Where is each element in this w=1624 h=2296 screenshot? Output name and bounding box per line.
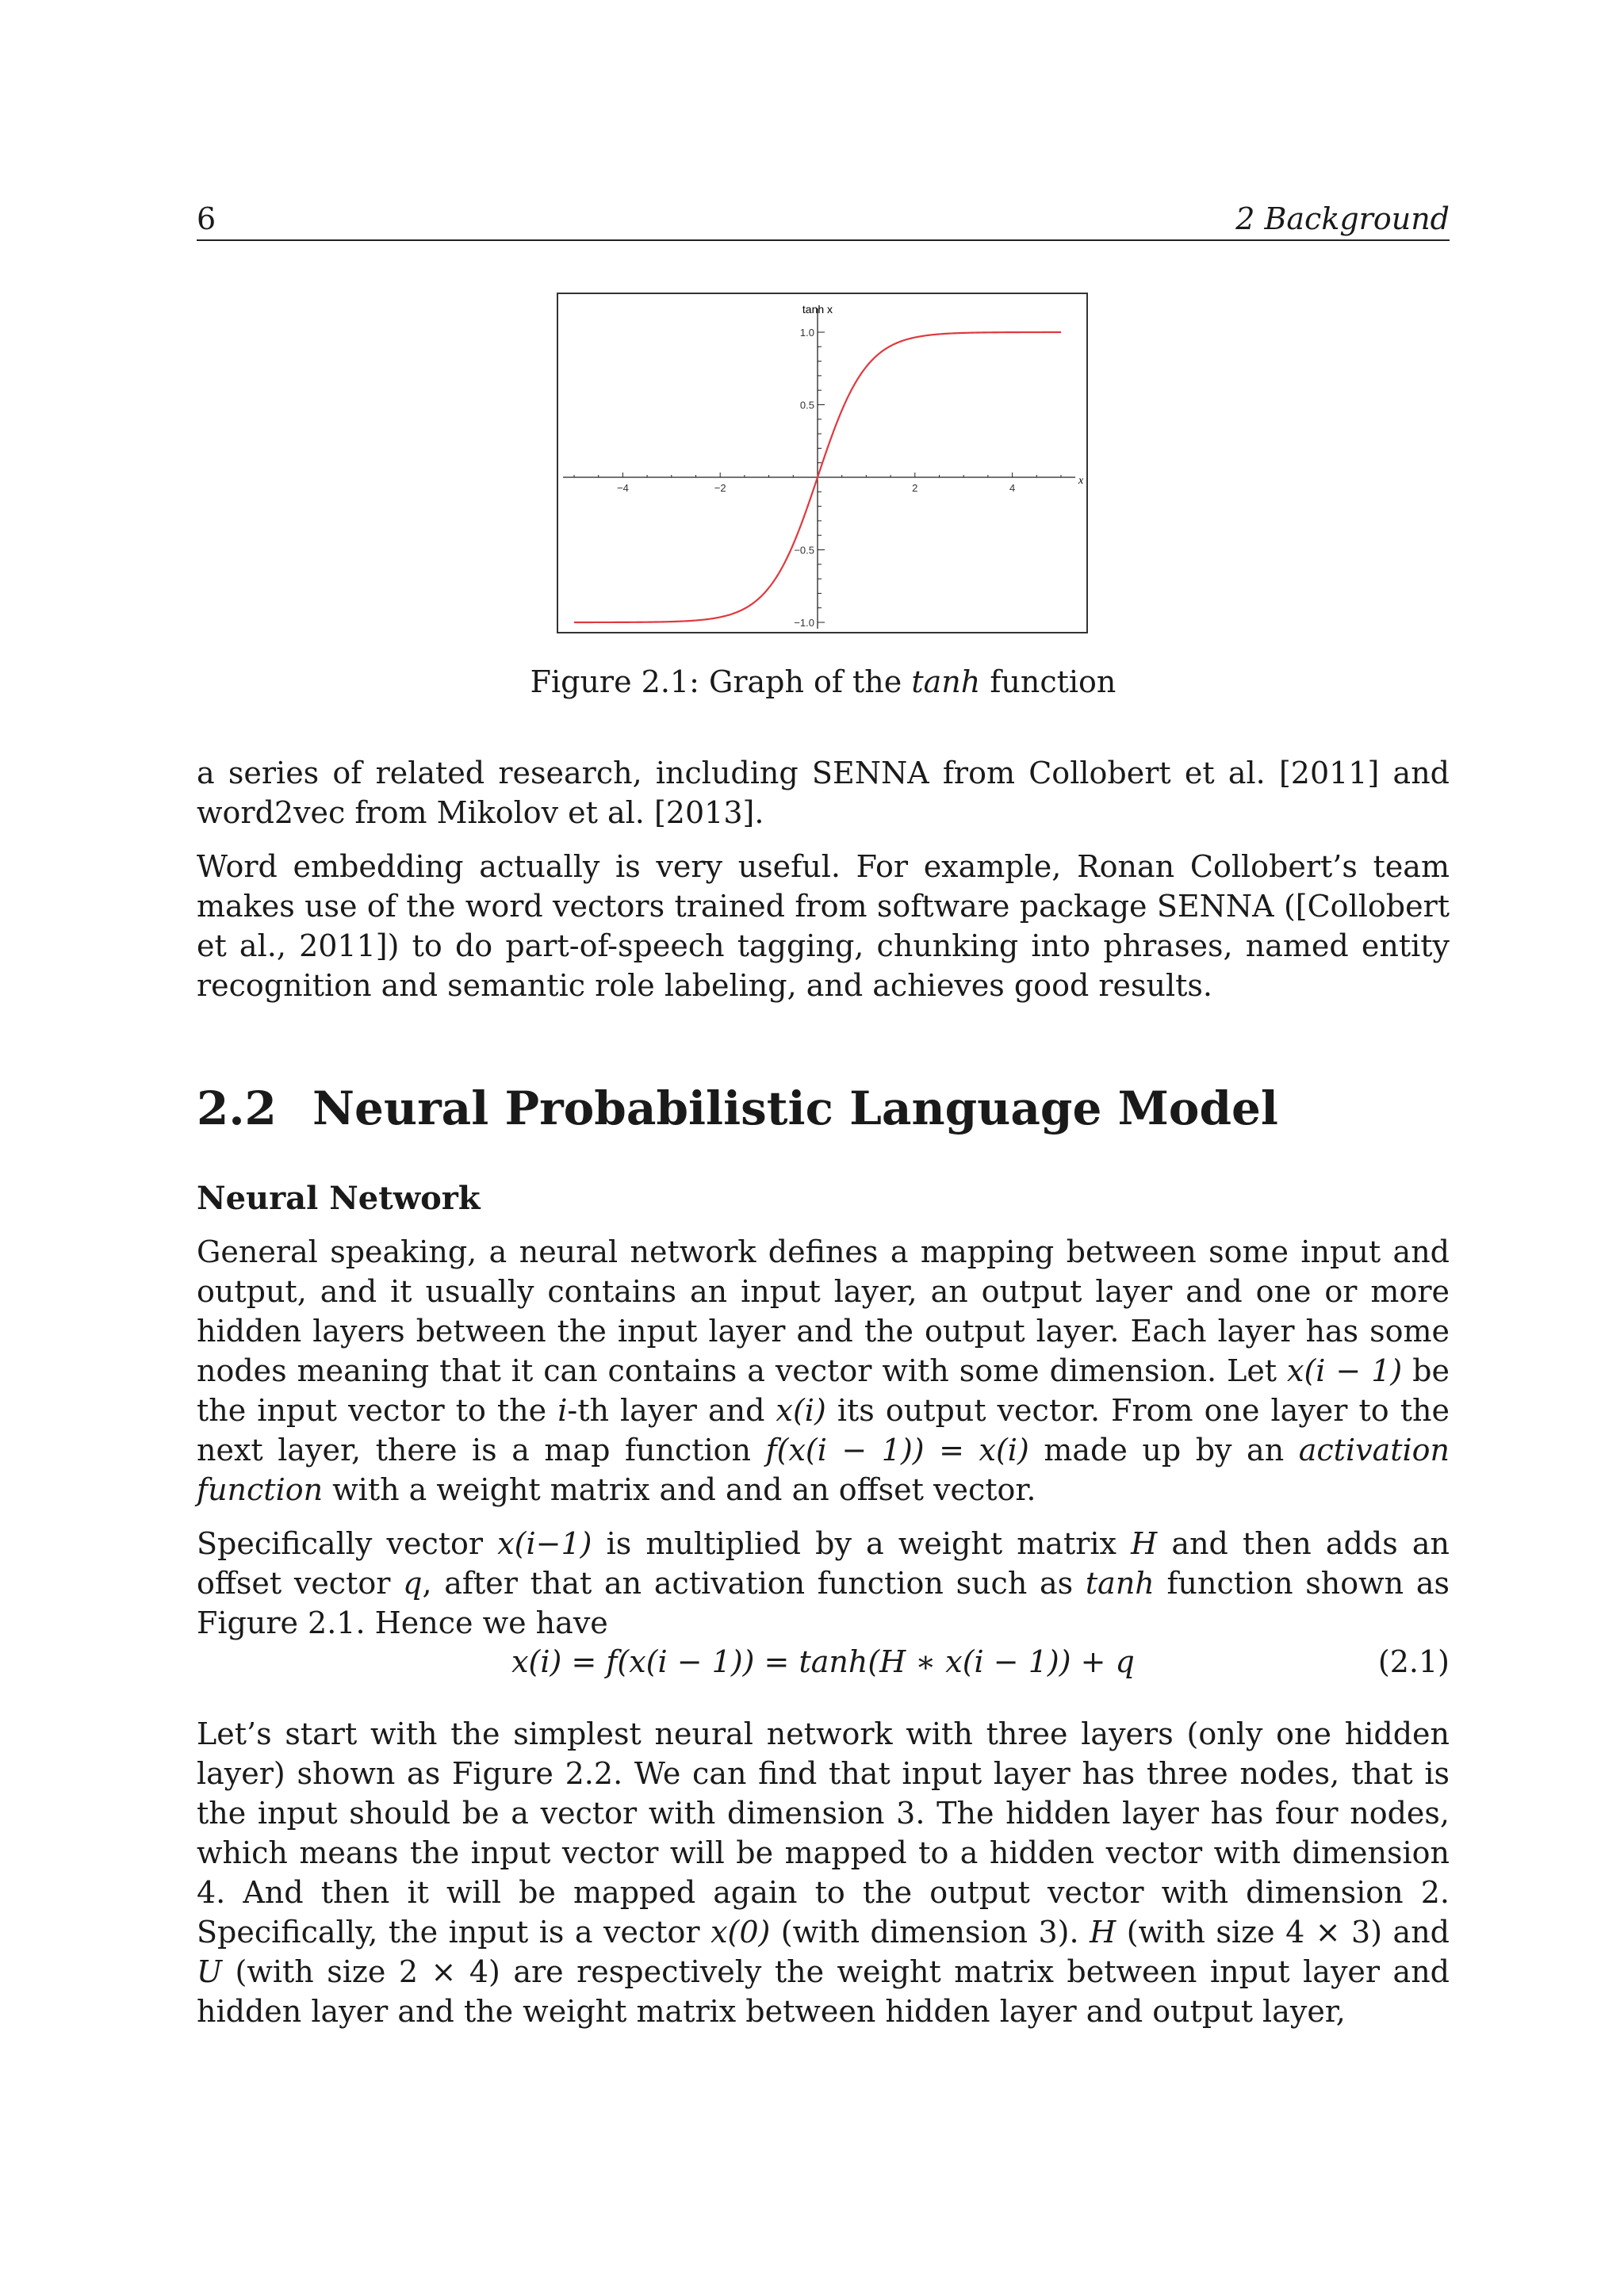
p4-text-a: Specifically vector bbox=[197, 1526, 498, 1561]
p3-text-b: be the input vector to the bbox=[197, 1353, 1450, 1428]
paragraph-5 bbox=[197, 1714, 1450, 2031]
p3-text-f: with a weight matrix and and an offset vector. bbox=[323, 1472, 1036, 1507]
p5-text-c: (with size 4 × 3) and bbox=[1116, 1915, 1450, 1950]
subsection-heading: Neural Network bbox=[197, 1180, 481, 1217]
y-tick-label: −0.5 bbox=[794, 544, 814, 557]
caption-suffix: function bbox=[980, 664, 1116, 699]
equation-2-1 bbox=[197, 1638, 1450, 1686]
x-tick-label: −2 bbox=[714, 482, 726, 494]
x-tick-label: 4 bbox=[1009, 482, 1016, 494]
p3-text-c: -th layer and bbox=[567, 1393, 776, 1428]
p3-math-3: x(i) bbox=[776, 1393, 826, 1428]
paragraph-3 bbox=[197, 1232, 1450, 1510]
equation-text: x(i) = f(x(i − 1)) = tanh(H ∗ x(i − 1)) + q bbox=[511, 1644, 1135, 1679]
figure-caption bbox=[197, 660, 1450, 704]
section-number: 2.2 bbox=[197, 1081, 277, 1135]
p4-text-b: is multiplied by a weight matrix bbox=[592, 1526, 1132, 1561]
x-tick-label: 2 bbox=[912, 482, 918, 494]
p3-text-e: made up by an bbox=[1028, 1433, 1299, 1468]
p5-math-3: U bbox=[197, 1954, 223, 1989]
p5-math-1: x(0) bbox=[710, 1915, 771, 1950]
page-number: 6 bbox=[197, 201, 216, 236]
p3-emphasis: activation function bbox=[197, 1433, 1450, 1507]
equation-number: (2.1) bbox=[1377, 1644, 1450, 1679]
p4-text-e: function shown as Figure 2.1. Hence we have bbox=[197, 1566, 1450, 1640]
chapter-title: 2 Background bbox=[1235, 201, 1450, 236]
p3-math-1: x(i − 1) bbox=[1287, 1353, 1403, 1388]
p5-text-a: Let’s start with the simplest neural network with three layers (only one hidden layer) shown as Figure 2.2. We can find that input layer has three nodes, that is the input should be a vector with dimension 3. The hidden layer has four nodes, which means the input vector will be mapped to a hidden vector with dimension 4. And then it will be mapped again to the output vector with dimension 2. Specifically, the input is a vector bbox=[197, 1716, 1450, 1950]
paragraph-4 bbox=[197, 1524, 1450, 1643]
section-title: Neural Probabilistic Language Model bbox=[312, 1081, 1278, 1135]
p4-text-c: and then adds an offset vector bbox=[197, 1526, 1450, 1601]
p3-text-a: General speaking, a neural network defines a mapping between some input and output, and it usually contains an input layer, an output layer and one or more hidden layers between the input layer and the output layer. Each layer has some nodes meaning that it can contains a vector with some dimension. Let bbox=[197, 1234, 1450, 1388]
p5-math-2: H bbox=[1090, 1915, 1116, 1950]
y-axis-label: tanh x bbox=[802, 303, 833, 316]
p4-math-2: H bbox=[1131, 1526, 1158, 1561]
running-header bbox=[197, 195, 1450, 243]
paragraph-1: a series of related research, including SENNA from Collobert et al. [2011] and word2vec from Mikolov et al. [2013]. bbox=[197, 756, 1450, 830]
caption-prefix: Figure 2.1: Graph of the bbox=[530, 664, 912, 699]
p3-math-4: f(x(i − 1)) = x(i) bbox=[765, 1433, 1029, 1468]
paragraph-2: Word embedding actually is very useful. For example, Ronan Collobert’s team makes use of the word vectors trained from software package SENNA ([Collobert et al., 2011]) to do part-of-speech tagging, chunking into phrases, named entity recognition and semantic role labeling, and achieves good results. bbox=[197, 849, 1450, 1003]
header-rule bbox=[197, 239, 1450, 241]
x-axis-label: x bbox=[1078, 475, 1084, 487]
p4-math-3: q bbox=[403, 1566, 423, 1601]
p4-emphasis: tanh bbox=[1085, 1566, 1155, 1601]
caption-function: tanh bbox=[911, 664, 981, 699]
p4-text-d: , after that an activation function such as bbox=[422, 1566, 1086, 1601]
y-tick-label: −1.0 bbox=[794, 617, 814, 629]
y-tick-label: 0.5 bbox=[799, 399, 814, 411]
p3-text-d: its output vector. From one layer to the next layer, there is a map function bbox=[197, 1393, 1450, 1468]
chart-axes bbox=[563, 308, 1075, 629]
x-tick-label: −4 bbox=[616, 482, 629, 494]
tanh-chart bbox=[558, 294, 1086, 632]
y-tick-label: 1.0 bbox=[799, 327, 814, 339]
p5-text-b: (with dimension 3). bbox=[770, 1915, 1090, 1950]
p3-math-2: i bbox=[557, 1393, 568, 1428]
section-heading bbox=[197, 1077, 1278, 1140]
p5-text-d: (with size 2 × 4) are respectively the weight matrix between input layer and hidden layer and the weight matrix between hidden layer and output layer, bbox=[197, 1954, 1450, 2029]
p4-math-1: x(i−1) bbox=[497, 1526, 592, 1561]
figure-tanh-frame bbox=[557, 293, 1088, 633]
